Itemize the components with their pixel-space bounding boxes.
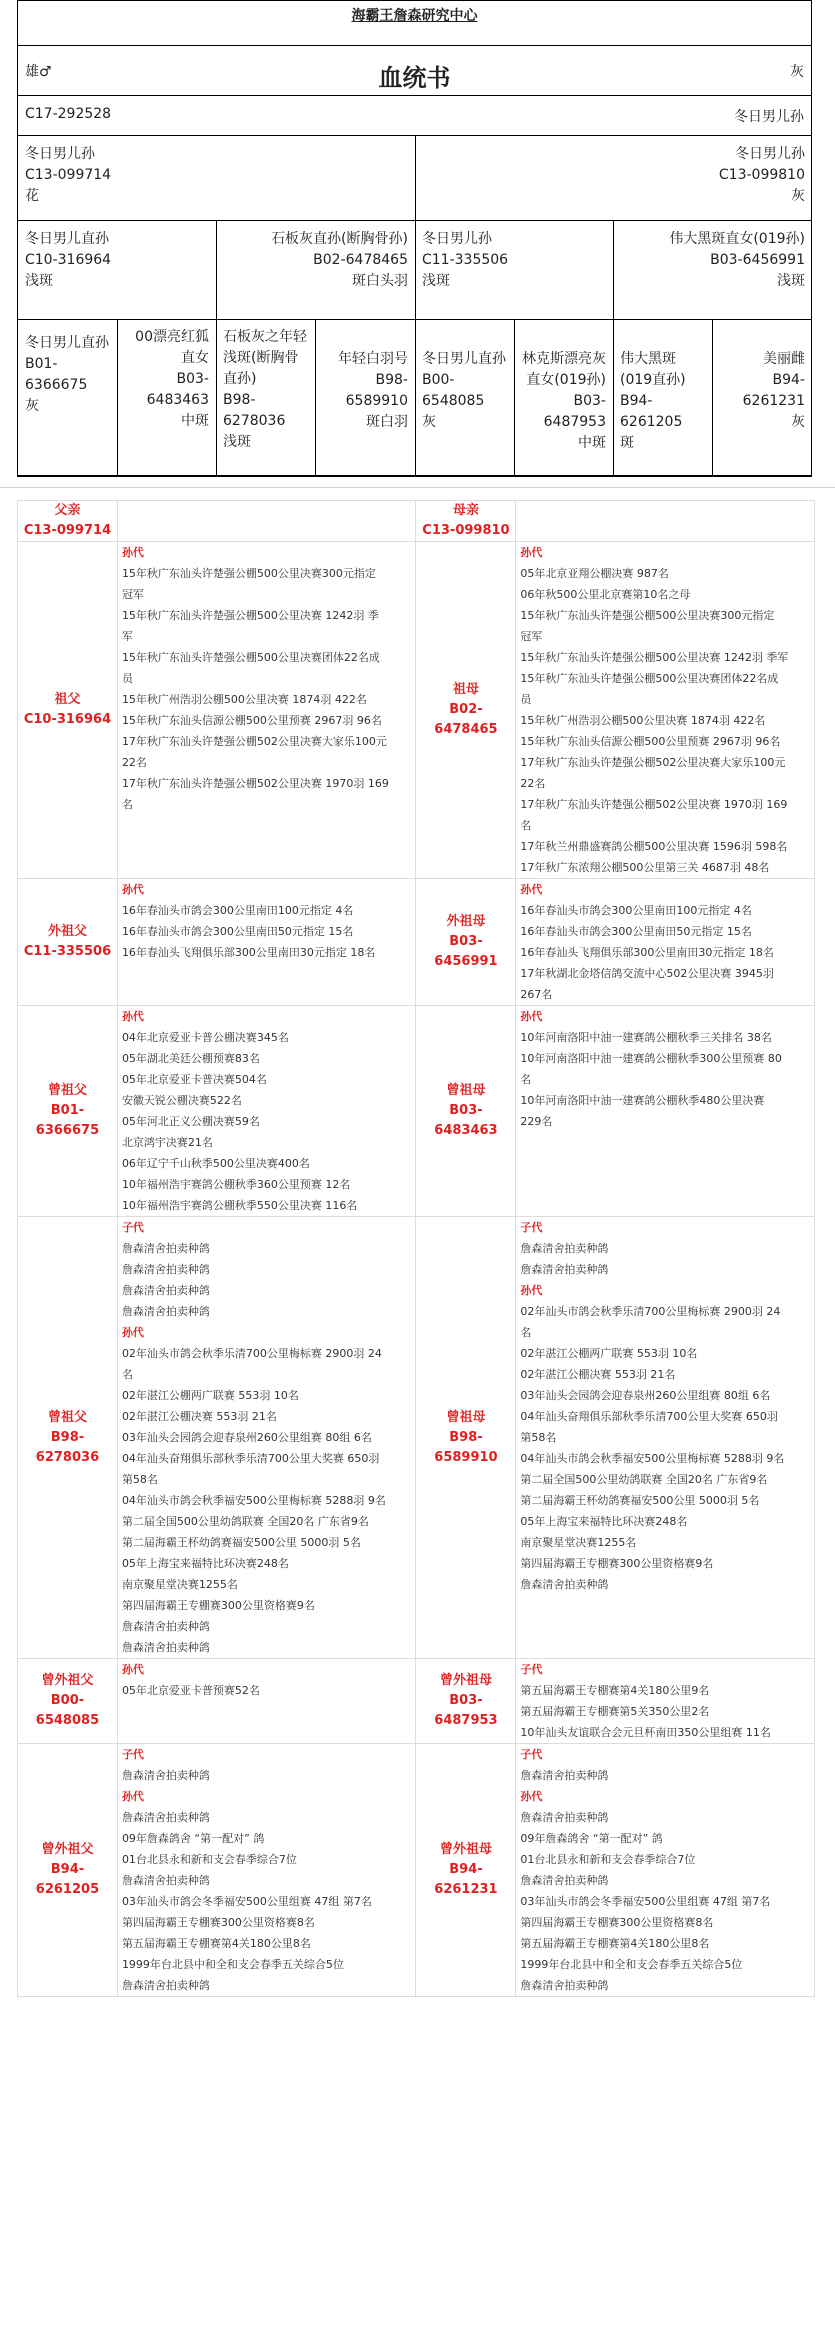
gg-line: B00- bbox=[422, 372, 455, 388]
dam-name: 冬日男儿孙 bbox=[735, 146, 805, 162]
dam-ring: C13-099810 bbox=[718, 167, 805, 183]
record-line: 詹森清舍拍卖种鸽 bbox=[121, 1641, 210, 1654]
generation-heading: 孙代 bbox=[121, 1010, 144, 1023]
record-line: 詹森清舍拍卖种鸽 bbox=[520, 1874, 609, 1887]
record-line: 16年春汕头飞翔俱乐部300公里南田30元指定 18名 bbox=[121, 946, 376, 959]
ancestor-relation: 曾祖母 bbox=[446, 1409, 486, 1425]
record-line: 05年河北正义公棚决赛59名 bbox=[121, 1115, 260, 1128]
record-line: 16年春汕头飞翔俱乐部300公里南田30元指定 18名 bbox=[520, 946, 774, 959]
ancestor-ring: B94-6261205 bbox=[35, 1862, 100, 1897]
record-line: 南京聚星堂决赛1255名 bbox=[520, 1536, 637, 1549]
record-line: 詹森清舍拍卖种鸽 bbox=[121, 1263, 210, 1276]
record-line: 军 bbox=[121, 630, 133, 643]
gg-line: 00漂亮红狐 bbox=[135, 329, 209, 345]
left-ancestor-records bbox=[117, 1217, 416, 1659]
ancestor-relation: 外祖父 bbox=[47, 924, 87, 939]
record-line: 15年秋广东汕头许楚强公棚500公里决赛团体22名成 bbox=[121, 651, 380, 664]
record-line: 詹森清舍拍卖种鸽 bbox=[121, 1811, 210, 1824]
record-line: 05年北京爱亚卡普决赛504名 bbox=[121, 1073, 267, 1086]
record-line: 229名 bbox=[520, 1115, 553, 1128]
record-line: 15年秋广州浩羽公棚500公里决赛 1874羽 422名 bbox=[520, 714, 766, 727]
dam-color: 灰 bbox=[791, 188, 805, 204]
bird-ring: C17-292528 bbox=[25, 106, 112, 122]
record-line: 员 bbox=[520, 693, 532, 706]
right-ancestor-label bbox=[416, 501, 516, 542]
ancestor-ring: B98-6278036 bbox=[35, 1429, 100, 1465]
gg-line: 斑 bbox=[620, 435, 634, 451]
cert-title: 血统书 bbox=[378, 64, 451, 92]
gg-line: 林克斯漂亮灰 bbox=[522, 351, 606, 367]
sire-ring: C13-099714 bbox=[25, 167, 112, 183]
gg-line: 冬日男儿直孙 bbox=[25, 335, 109, 351]
record-line: 15年秋广东汕头信源公棚500公里预赛 2967羽 96名 bbox=[520, 735, 781, 748]
record-line: 詹森清舍拍卖种鸽 bbox=[121, 1979, 210, 1992]
right-ancestor-label bbox=[416, 879, 516, 1006]
record-line: 员 bbox=[121, 672, 133, 685]
generation-heading: 子代 bbox=[520, 1663, 543, 1676]
record-line: 02年湛江公棚决赛 553羽 21名 bbox=[520, 1368, 676, 1381]
record-line: 第四届海霸王专棚赛300公里资格赛8名 bbox=[121, 1916, 315, 1929]
ancestor-relation: 曾外祖母 bbox=[439, 1673, 492, 1688]
ancestor-ring: B94-6261231 bbox=[434, 1862, 498, 1897]
record-line: 名 bbox=[520, 1073, 532, 1086]
maternal-grandsire-ring: C11-335506 bbox=[422, 252, 509, 268]
generation-heading: 孙代 bbox=[121, 883, 144, 896]
record-line: 詹森清舍拍卖种鸽 bbox=[520, 1811, 609, 1824]
gg-cell-1 bbox=[18, 329, 117, 421]
divider bbox=[514, 319, 515, 477]
right-ancestor-records bbox=[516, 501, 815, 542]
left-ancestor-label bbox=[18, 542, 118, 879]
ancestor-ring: B03-6456991 bbox=[434, 934, 498, 969]
record-line: 第二届海霸王杯幼鸽赛福安500公里 5000羽 5名 bbox=[520, 1494, 760, 1507]
ancestor-relation: 曾外祖父 bbox=[41, 1673, 94, 1688]
gg-line: 斑白羽 bbox=[366, 414, 408, 430]
record-line: 第四届海霸王专棚赛300公里资格赛8名 bbox=[520, 1916, 714, 1929]
generation-heading: 孙代 bbox=[121, 546, 144, 559]
divider bbox=[18, 319, 811, 320]
ancestor-ring: B02-6478465 bbox=[434, 702, 498, 737]
record-line: 15年秋广东汕头许楚强公棚500公里决赛 1242羽 季 bbox=[121, 609, 379, 622]
record-line: 09年詹森鸽舍 “第一配对” 鸽 bbox=[520, 1832, 663, 1845]
gg-line: 6487953 bbox=[543, 414, 606, 430]
gg-line: 灰 bbox=[791, 414, 805, 430]
center-name: 海霸王詹森研究中心 bbox=[351, 8, 478, 24]
record-line: 02年湛江公棚两广联赛 553羽 10名 bbox=[520, 1347, 698, 1360]
gg-line: B01- bbox=[25, 356, 58, 372]
gg-line: 6548085 bbox=[422, 393, 485, 409]
record-line: 詹森清舍拍卖种鸽 bbox=[520, 1242, 609, 1255]
ancestor-ring: C10-316964 bbox=[23, 712, 112, 727]
grandsire-ring: C10-316964 bbox=[25, 252, 112, 268]
right-ancestor-label bbox=[416, 1659, 516, 1744]
record-line: 17年秋兰州鼎盛赛鸽公棚500公里决赛 1596羽 598名 bbox=[520, 840, 788, 853]
record-line: 16年春汕头市鸽会300公里南田50元指定 15名 bbox=[121, 925, 354, 938]
generation-heading: 孙代 bbox=[121, 1326, 144, 1339]
generation-heading: 孙代 bbox=[121, 1790, 144, 1803]
record-line: 17年秋广东汕头许楚强公棚502公里决赛 1970羽 169 bbox=[520, 798, 788, 811]
record-row bbox=[18, 542, 815, 879]
maternal-grandsire-cell bbox=[415, 225, 613, 296]
record-line: 1999年台北县中和全和支会春季五关综合5位 bbox=[121, 1958, 344, 1971]
record-line: 第五届海霸王专棚赛第5关350公里2名 bbox=[520, 1705, 710, 1718]
left-ancestor-records bbox=[117, 1659, 416, 1744]
gg-line: 6278036 bbox=[223, 413, 286, 429]
right-ancestor-label bbox=[416, 542, 516, 879]
record-line: 第四届海霸王专棚赛300公里资格赛9名 bbox=[121, 1599, 315, 1612]
ancestor-relation: 外祖母 bbox=[446, 914, 486, 929]
right-ancestor-records bbox=[516, 1659, 815, 1744]
divider bbox=[18, 95, 811, 96]
generation-heading: 孙代 bbox=[520, 1790, 543, 1803]
record-line: 03年汕头会园鸽会迎春泉州260公里组赛 80组 6名 bbox=[520, 1389, 771, 1402]
record-line: 名 bbox=[520, 1326, 532, 1339]
record-line: 詹森清舍拍卖种鸽 bbox=[121, 1620, 210, 1633]
left-ancestor-label bbox=[18, 501, 118, 542]
record-row bbox=[18, 1744, 815, 1997]
record-line: 05年上海宝来福特比环决赛248名 bbox=[121, 1557, 289, 1570]
left-ancestor-records bbox=[117, 542, 416, 879]
gg-line: 6366675 bbox=[25, 377, 88, 393]
record-line: 10年河南洛阳中油一建赛鸽公棚秋季480公里决赛 bbox=[520, 1094, 765, 1107]
maternal-grandsire-name: 冬日男儿孙 bbox=[422, 231, 492, 247]
record-line: 01台北县永和新和支会春季综合7位 bbox=[121, 1853, 297, 1866]
ancestor-ring: C11-335506 bbox=[23, 944, 112, 959]
ancestor-ring: B03-6483463 bbox=[434, 1103, 498, 1138]
gg-line: 中斑 bbox=[578, 435, 606, 451]
gg-line: (019直孙) bbox=[620, 372, 686, 388]
record-line: 09年詹森鸽舍 “第一配对” 鸽 bbox=[121, 1832, 265, 1845]
record-line: 10年河南洛阳中油一建赛鸽公棚秋季300公里预赛 80 bbox=[520, 1052, 782, 1065]
ancestor-relation: 曾外祖父 bbox=[41, 1842, 94, 1857]
record-line: 10年福州浩宇赛鸽公棚秋季550公里决赛 116名 bbox=[121, 1199, 358, 1212]
right-ancestor-label bbox=[416, 1744, 516, 1997]
record-line: 冠军 bbox=[520, 630, 543, 643]
gg-line: 美丽雌 bbox=[763, 351, 805, 367]
record-line: 第五届海霸王专棚赛第4关180公里8名 bbox=[520, 1937, 710, 1950]
right-ancestor-records bbox=[516, 1217, 815, 1659]
generation-heading: 孙代 bbox=[121, 1663, 144, 1676]
record-line: 名 bbox=[520, 819, 532, 832]
granddam-ring: B02-6478465 bbox=[313, 252, 408, 268]
record-line: 05年上海宝来福特比环决赛248名 bbox=[520, 1515, 688, 1528]
ancestor-ring: B03-6487953 bbox=[434, 1693, 498, 1728]
maternal-granddam-color: 浅斑 bbox=[777, 273, 805, 289]
record-line: 名 bbox=[121, 1368, 133, 1381]
maternal-granddam-ring: B03-6456991 bbox=[710, 252, 805, 268]
record-line: 第58名 bbox=[121, 1473, 158, 1486]
grandsire-color: 浅斑 bbox=[25, 273, 53, 289]
record-line: 詹森清舍拍卖种鸽 bbox=[121, 1242, 210, 1255]
record-line: 詹森清舍拍卖种鸽 bbox=[121, 1284, 210, 1297]
record-line: 16年春汕头市鸽会300公里南田50元指定 15名 bbox=[520, 925, 752, 938]
right-ancestor-records bbox=[516, 879, 815, 1006]
record-line: 05年北京亚翔公棚决赛 987名 bbox=[520, 567, 669, 580]
dam-cell bbox=[415, 140, 812, 211]
record-line: 詹森清舍拍卖种鸽 bbox=[520, 1979, 609, 1992]
record-line: 03年汕头市鸽会冬季福安500公里组赛 47组 第7名 bbox=[121, 1895, 372, 1908]
gg-line: B98- bbox=[223, 392, 256, 408]
grandsire-name: 冬日男儿直孙 bbox=[25, 231, 109, 247]
gg-line: 伟大黑斑 bbox=[620, 351, 676, 367]
maternal-granddam-cell bbox=[613, 225, 812, 296]
gg-line: B98- bbox=[375, 372, 408, 388]
record-line: 02年汕头市鸽会秋季乐清700公里梅标赛 2900羽 24 bbox=[121, 1347, 382, 1360]
ancestor-relation: 曾外祖母 bbox=[439, 1842, 492, 1857]
gg-line: 6261231 bbox=[742, 393, 805, 409]
gg-cell-4 bbox=[315, 345, 415, 437]
record-line: 04年北京爱亚卡普公棚决赛345名 bbox=[121, 1031, 289, 1044]
record-row bbox=[18, 1006, 815, 1217]
record-line: 17年秋湖北金塔信鸽交流中心502公里决赛 3945羽 bbox=[520, 967, 774, 980]
ancestor-relation: 父亲 bbox=[54, 503, 81, 518]
record-line: 詹森清舍拍卖种鸽 bbox=[121, 1874, 210, 1887]
record-line: 第五届海霸王专棚赛第4关180公里8名 bbox=[121, 1937, 311, 1950]
pedigree-certificate bbox=[17, 0, 812, 477]
race-records-table bbox=[17, 500, 815, 1997]
gg-cell-2 bbox=[117, 323, 216, 436]
record-line: 02年湛江公棚决赛 553羽 21名 bbox=[121, 1410, 277, 1423]
maternal-granddam-name: 伟大黑斑直女(019孙) bbox=[669, 231, 805, 247]
maternal-grandsire-color: 浅斑 bbox=[422, 273, 450, 289]
ancestor-relation: 曾祖父 bbox=[47, 1409, 87, 1425]
record-line: 04年汕头奋翔俱乐部秋季乐清700公里大奖赛 650羽 bbox=[520, 1410, 778, 1423]
gg-line: B03- bbox=[573, 393, 606, 409]
record-line: 北京鸿宇决赛21名 bbox=[121, 1136, 213, 1149]
record-row bbox=[18, 501, 815, 542]
record-line: 16年春汕头市鸽会300公里南田100元指定 4名 bbox=[121, 904, 354, 917]
record-row bbox=[18, 1217, 815, 1659]
record-line: 15年秋广州浩羽公棚500公里决赛 1874羽 422名 bbox=[121, 693, 367, 706]
bird-name: 冬日男儿孙 bbox=[734, 109, 804, 125]
record-line: 詹森清舍拍卖种鸽 bbox=[520, 1578, 609, 1591]
divider bbox=[18, 45, 811, 46]
record-line: 03年汕头市鸽会冬季福安500公里组赛 47组 第7名 bbox=[520, 1895, 771, 1908]
ancestor-relation: 曾祖母 bbox=[446, 1083, 486, 1098]
granddam-color: 斑白头羽 bbox=[352, 273, 408, 289]
record-line: 02年湛江公棚两广联赛 553羽 10名 bbox=[121, 1389, 299, 1402]
record-line: 05年湖北美廷公棚预赛83名 bbox=[121, 1052, 260, 1065]
divider bbox=[18, 220, 811, 221]
gg-line: B94- bbox=[620, 393, 653, 409]
record-line: 267名 bbox=[520, 988, 553, 1001]
record-line: 17年秋广东汕头许楚强公棚502公里决赛大家乐100元 bbox=[121, 735, 387, 748]
gg-line: 石板灰之年轻 bbox=[223, 329, 307, 345]
generation-heading: 子代 bbox=[520, 1221, 543, 1234]
sire-color: 花 bbox=[25, 188, 39, 204]
record-line: 1999年台北县中和全和支会春季五关综合5位 bbox=[520, 1958, 743, 1971]
gg-line: 冬日男儿直孙 bbox=[422, 351, 506, 367]
right-ancestor-records bbox=[516, 1006, 815, 1217]
record-row bbox=[18, 1659, 815, 1744]
record-line: 南京聚星堂决赛1255名 bbox=[121, 1578, 238, 1591]
record-line: 冠军 bbox=[121, 588, 144, 601]
ancestor-relation: 曾祖父 bbox=[47, 1083, 87, 1098]
record-line: 詹森清舍拍卖种鸽 bbox=[520, 1769, 609, 1782]
generation-heading: 孙代 bbox=[520, 546, 543, 559]
record-line: 02年汕头市鸽会秋季乐清700公里梅标赛 2900羽 24 bbox=[520, 1305, 781, 1318]
record-line: 詹森清舍拍卖种鸽 bbox=[121, 1305, 210, 1318]
right-ancestor-label bbox=[416, 1006, 516, 1217]
record-line: 詹森清舍拍卖种鸽 bbox=[520, 1263, 609, 1276]
generation-heading: 子代 bbox=[121, 1748, 144, 1761]
divider bbox=[315, 319, 316, 477]
generation-heading: 孙代 bbox=[520, 1284, 543, 1297]
record-line: 第二届全国500公里幼鸽联赛 全国20名 广东省9名 bbox=[520, 1473, 768, 1486]
granddam-name: 石板灰直孙(断胸骨孙) bbox=[271, 231, 408, 247]
gg-line: 年轻白羽号 bbox=[338, 351, 408, 367]
gg-line: 浅斑 bbox=[223, 434, 251, 450]
left-ancestor-label bbox=[18, 1744, 118, 1997]
gg-cell-3 bbox=[216, 323, 315, 457]
left-ancestor-label bbox=[18, 1217, 118, 1659]
record-line: 15年秋广东汕头信源公棚500公里预赛 2967羽 96名 bbox=[121, 714, 382, 727]
record-line: 第五届海霸王专棚赛第4关180公里9名 bbox=[520, 1684, 710, 1697]
left-ancestor-records bbox=[117, 1006, 416, 1217]
gg-line: B03- bbox=[176, 371, 209, 387]
record-line: 第二届海霸王杯幼鸽赛福安500公里 5000羽 5名 bbox=[121, 1536, 361, 1549]
record-line: 10年福州浩宇赛鸽公棚秋季360公里预赛 12名 bbox=[121, 1178, 351, 1191]
record-line: 03年汕头会园鸽会迎春泉州260公里组赛 80组 6名 bbox=[121, 1431, 372, 1444]
left-ancestor-records bbox=[117, 879, 416, 1006]
record-line: 17年秋广东汕头许楚强公棚502公里决赛 1970羽 169 bbox=[121, 777, 389, 790]
generation-heading: 孙代 bbox=[520, 1010, 543, 1023]
generation-heading: 子代 bbox=[121, 1221, 144, 1234]
ancestor-relation: 祖母 bbox=[452, 682, 479, 697]
record-line: 22名 bbox=[520, 777, 546, 790]
ancestor-ring: B98-6589910 bbox=[434, 1429, 498, 1465]
generation-heading: 子代 bbox=[520, 1748, 543, 1761]
left-ancestor-label bbox=[18, 879, 118, 1006]
record-line: 01台北县永和新和支会春季综合7位 bbox=[520, 1853, 696, 1866]
record-line: 17年秋广东浓翔公棚500公里第三关 4687羽 48名 bbox=[520, 861, 770, 874]
gg-cell-6 bbox=[514, 345, 613, 458]
gg-line: 6261205 bbox=[620, 414, 683, 430]
record-line: 22名 bbox=[121, 756, 147, 769]
gg-cell-7 bbox=[613, 345, 712, 458]
gg-line: 灰 bbox=[422, 414, 436, 430]
record-line: 15年秋广东汕头许楚强公棚500公里决赛 1242羽 季军 bbox=[520, 651, 789, 664]
ancestor-ring: B01-6366675 bbox=[35, 1103, 100, 1138]
left-ancestor-records bbox=[117, 501, 416, 542]
gg-line: 直孙) bbox=[223, 371, 257, 387]
record-line: 06年秋500公里北京赛第10名之母 bbox=[520, 588, 691, 601]
right-ancestor-records bbox=[516, 1744, 815, 1997]
record-line: 04年汕头市鸽会秋季福安500公里梅标赛 5288羽 9名 bbox=[121, 1494, 386, 1507]
record-line: 第58名 bbox=[520, 1431, 557, 1444]
gg-line: 6589910 bbox=[345, 393, 408, 409]
record-line: 04年汕头市鸽会秋季福安500公里梅标赛 5288羽 9名 bbox=[520, 1452, 785, 1465]
sire-cell bbox=[18, 140, 415, 211]
section-separator bbox=[0, 487, 835, 488]
gg-line: 中斑 bbox=[181, 413, 209, 429]
record-line: 10年河南洛阳中油一建赛鸽公棚秋季三关排名 38名 bbox=[520, 1031, 772, 1044]
ancestor-relation: 母亲 bbox=[452, 503, 479, 518]
ancestor-ring: B00-6548085 bbox=[35, 1693, 100, 1728]
left-ancestor-label bbox=[18, 1659, 118, 1744]
record-line: 名 bbox=[121, 798, 133, 811]
divider bbox=[117, 319, 118, 477]
record-line: 15年秋广东汕头许楚强公棚500公里决赛300元指定 bbox=[121, 567, 376, 580]
ancestor-ring: C13-099714 bbox=[23, 523, 112, 538]
record-line: 16年春汕头市鸽会300公里南田100元指定 4名 bbox=[520, 904, 752, 917]
bird-color: 灰 bbox=[790, 64, 804, 80]
divider bbox=[712, 319, 713, 477]
gg-cell-5 bbox=[415, 345, 514, 437]
record-line: 06年辽宁千山秋季500公里决赛400名 bbox=[121, 1157, 310, 1170]
gg-line: 6483463 bbox=[146, 392, 209, 408]
generation-heading: 孙代 bbox=[520, 883, 543, 896]
record-line: 第四届海霸王专棚赛300公里资格赛9名 bbox=[520, 1557, 714, 1570]
right-ancestor-records bbox=[516, 542, 815, 879]
left-ancestor-records bbox=[117, 1744, 416, 1997]
record-line: 17年秋广东汕头许楚强公棚502公里决赛大家乐100元 bbox=[520, 756, 786, 769]
right-ancestor-label bbox=[416, 1217, 516, 1659]
record-line: 04年汕头奋翔俱乐部秋季乐清700公里大奖赛 650羽 bbox=[121, 1452, 380, 1465]
record-row bbox=[18, 879, 815, 1006]
record-line: 詹森清舍拍卖种鸽 bbox=[121, 1769, 210, 1782]
gg-line: B94- bbox=[772, 372, 805, 388]
record-line: 05年北京爱亚卡普预赛52名 bbox=[121, 1684, 260, 1697]
left-ancestor-label bbox=[18, 1006, 118, 1217]
record-line: 第二届全国500公里幼鸽联赛 全国20名 广东省9名 bbox=[121, 1515, 369, 1528]
gg-line: 浅斑(断胸骨 bbox=[223, 350, 299, 366]
record-line: 15年秋广东汕头许楚强公棚500公里决赛300元指定 bbox=[520, 609, 775, 622]
sire-name: 冬日男儿孙 bbox=[25, 146, 95, 162]
grandsire-cell bbox=[18, 225, 216, 296]
granddam-cell bbox=[216, 225, 415, 296]
gg-cell-8 bbox=[712, 345, 812, 437]
record-line: 安徽天锐公棚决赛522名 bbox=[121, 1094, 242, 1107]
ancestor-relation: 祖父 bbox=[54, 692, 81, 707]
gg-line: 直女 bbox=[181, 350, 209, 366]
ancestor-ring: C13-099810 bbox=[422, 523, 510, 538]
record-line: 15年秋广东汕头许楚强公棚500公里决赛团体22名成 bbox=[520, 672, 779, 685]
gender-label: 雄♂ bbox=[25, 64, 52, 80]
gg-line: 灰 bbox=[25, 398, 39, 414]
record-line: 10年汕头友谊联合会元旦杯南田350公里组赛 11名 bbox=[520, 1726, 771, 1739]
gg-line: 直女(019孙) bbox=[526, 372, 606, 388]
